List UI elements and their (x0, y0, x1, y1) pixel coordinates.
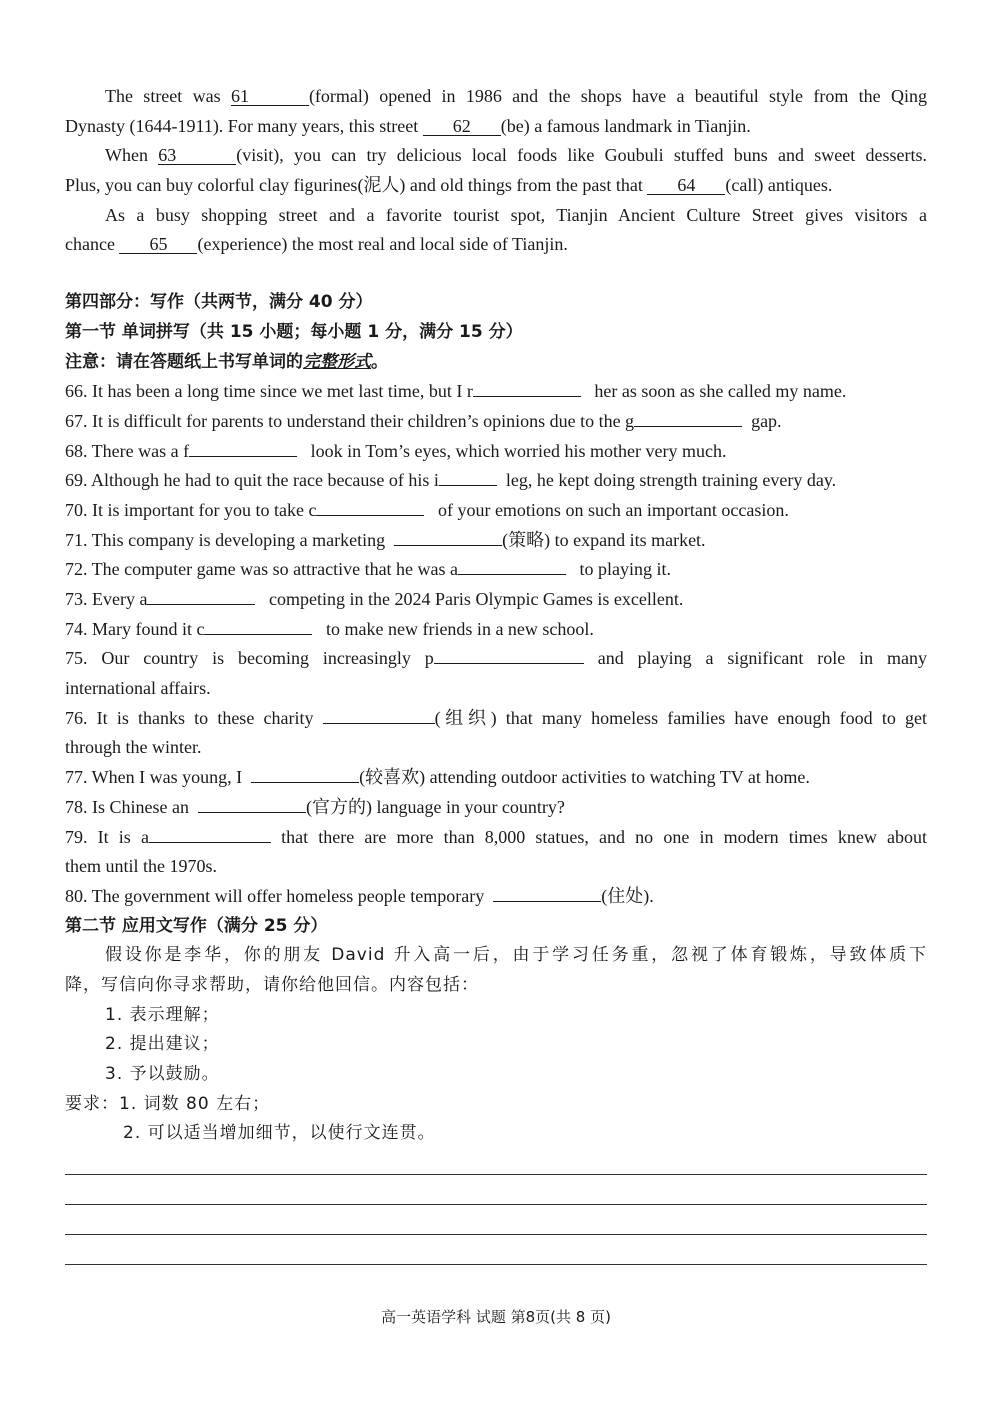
text: The street was (105, 86, 221, 106)
content-item: 2. 提出建议； (105, 1034, 220, 1055)
question-text: to make new friends in a new school. (325, 618, 594, 639)
answer-blank[interactable] (204, 634, 312, 635)
text: (be) a famous landmark in Tianjin. (500, 115, 751, 136)
writing-line[interactable] (65, 1174, 927, 1175)
question-67 (65, 407, 927, 437)
question-79 (65, 823, 927, 853)
question-69 (65, 466, 927, 496)
text: (call) antiques. (725, 175, 833, 196)
question-70 (65, 496, 927, 526)
text: When (105, 145, 148, 166)
text: chance (65, 234, 115, 255)
question-75-cont: international affairs. (65, 678, 211, 699)
question-text: look in Tom’s eyes, which worried his mother very much. (310, 440, 727, 461)
question-text: (官方的) language in your country? (305, 796, 565, 817)
text: Dynasty (1644-1911). For many years, this street (65, 115, 419, 136)
question-text: leg, he kept doing strength training every day. (505, 470, 837, 491)
question-72 (65, 555, 927, 585)
question-text: 74. Mary found it c (65, 618, 205, 639)
passage-line (65, 82, 927, 112)
notice-emphasis: 完整形式 (303, 351, 371, 372)
answer-blank[interactable] (147, 604, 255, 605)
question-text: to playing it. (579, 559, 672, 580)
question-text: 68. There was a f (65, 440, 190, 461)
notice (65, 348, 927, 378)
answer-blank[interactable] (434, 663, 584, 664)
question-text: 67. It is difficult for parents to understand their children’s opinions due to the g (65, 410, 635, 431)
question-text: 73. Every a (65, 589, 148, 609)
question-text: of your emotions on such an important occasion. (437, 499, 789, 520)
question-text: (住处). (601, 885, 654, 906)
question-text: 77. When I was young, I (65, 767, 243, 788)
blank-62[interactable]: 62 (423, 118, 501, 136)
question-text: (策略) to expand its market. (502, 529, 706, 550)
answer-blank[interactable] (323, 723, 435, 724)
question-text: that there are more than 8,000 statues, and no one in modern times knew about (281, 826, 928, 847)
question-76 (65, 704, 927, 734)
question-71 (65, 526, 927, 556)
answer-blank[interactable] (149, 842, 271, 843)
question-text: gap. (751, 410, 782, 431)
answer-blank[interactable] (634, 426, 742, 427)
question-text: 70. It is important for you to take c (65, 499, 317, 520)
question-68 (65, 437, 927, 467)
question-66 (65, 377, 927, 407)
text: (formal) opened in 1986 and the shops have a beautiful style from the Qing (308, 86, 927, 106)
notice-text: 注意：请在答题纸上书写单词的 (65, 351, 303, 372)
page-footer: 高一英语学科 试题 第8页(共 8 页) (381, 1308, 611, 1326)
question-text: 71. This company is developing a marketing (65, 529, 386, 550)
answer-blank[interactable] (198, 812, 306, 813)
passage-line (65, 171, 927, 201)
question-80 (65, 882, 927, 912)
question-text: 69. Although he had to quit the race because of his i (65, 470, 439, 491)
writing-prompt: 降，写信向你寻求帮助，请你给他回信。内容包括： (65, 974, 479, 995)
text: (visit), you can try delicious local foods like Goubuli stuffed buns and sweet desserts. (236, 145, 927, 166)
question-77 (65, 763, 927, 793)
answer-blank[interactable] (473, 396, 581, 397)
passage-line: As a busy shopping street and a favorite tourist spot, Tianjin Ancient Culture Street gives visitors a (105, 204, 927, 225)
notice-text: 。 (371, 351, 388, 372)
question-text: (组织) that many homeless families have enough food to get (434, 707, 927, 728)
question-text: 66. It has been a long time since we met last time, but I r (65, 381, 473, 402)
writing-line[interactable] (65, 1234, 927, 1235)
question-text: 80. The government will offer homeless people temporary (65, 885, 485, 906)
question-text: (较喜欢) attending outdoor activities to watching TV at home. (359, 767, 810, 788)
question-text: 76. It is thanks to these charity (65, 707, 314, 728)
passage-line (65, 112, 927, 142)
question-79-cont: them until the 1970s. (65, 856, 217, 877)
answer-blank[interactable] (394, 545, 502, 546)
exam-page (65, 82, 927, 1149)
passage-line (65, 230, 927, 260)
answer-blank[interactable] (251, 782, 359, 783)
question-text: 72. The computer game was so attractive that he was a (65, 559, 459, 580)
answer-blank[interactable] (439, 485, 497, 486)
blank-63[interactable]: 63 (158, 147, 236, 165)
blank-65[interactable]: 65 (119, 236, 197, 254)
text: Plus, you can buy colorful clay figurines(泥人) and old things from the past that (65, 175, 643, 196)
writing-line[interactable] (65, 1204, 927, 1205)
requirement: 2. 可以适当增加细节，以使行文连贯。 (123, 1123, 436, 1144)
content-item: 3. 予以鼓励。 (105, 1064, 220, 1084)
section2-title: 第二节 应用文写作（满分 25 分） (65, 915, 328, 936)
blank-64[interactable]: 64 (647, 177, 725, 195)
writing-prompt: 假设你是李华，你的朋友 David 升入高一后，由于学习任务重，忽视了体育锻炼，导致体质下 (105, 945, 927, 966)
writing-line[interactable] (65, 1264, 927, 1265)
part4-title: 第四部分：写作（共两节，满分 40 分） (65, 292, 373, 313)
question-74 (65, 615, 927, 645)
question-73 (65, 585, 927, 615)
question-text: 79. It is a (65, 826, 149, 847)
question-78 (65, 793, 927, 823)
requirement: 要求：1. 词数 80 左右； (65, 1093, 271, 1114)
answer-blank[interactable] (493, 901, 601, 902)
answer-blank[interactable] (458, 574, 566, 575)
question-text: her as soon as she called my name. (594, 381, 847, 402)
question-text: and playing a significant role in many (597, 648, 928, 669)
answer-blank[interactable] (189, 456, 297, 457)
answer-blank[interactable] (316, 515, 424, 516)
text: (experience) the most real and local side of Tianjin. (197, 234, 568, 255)
passage-line (65, 141, 927, 171)
question-75 (65, 644, 927, 674)
blank-61[interactable]: 61 (231, 88, 309, 106)
content-item: 1. 表示理解； (105, 1004, 220, 1025)
section1-title: 第一节 单词拼写（共 15 小题；每小题 1 分，满分 15 分） (65, 321, 523, 342)
question-text: 75. Our country is becoming increasingly p (65, 648, 434, 669)
question-text: competing in the 2024 Paris Olympic Games is excellent. (268, 589, 684, 609)
question-text: 78. Is Chinese an (65, 796, 189, 817)
question-76-cont: through the winter. (65, 737, 202, 758)
